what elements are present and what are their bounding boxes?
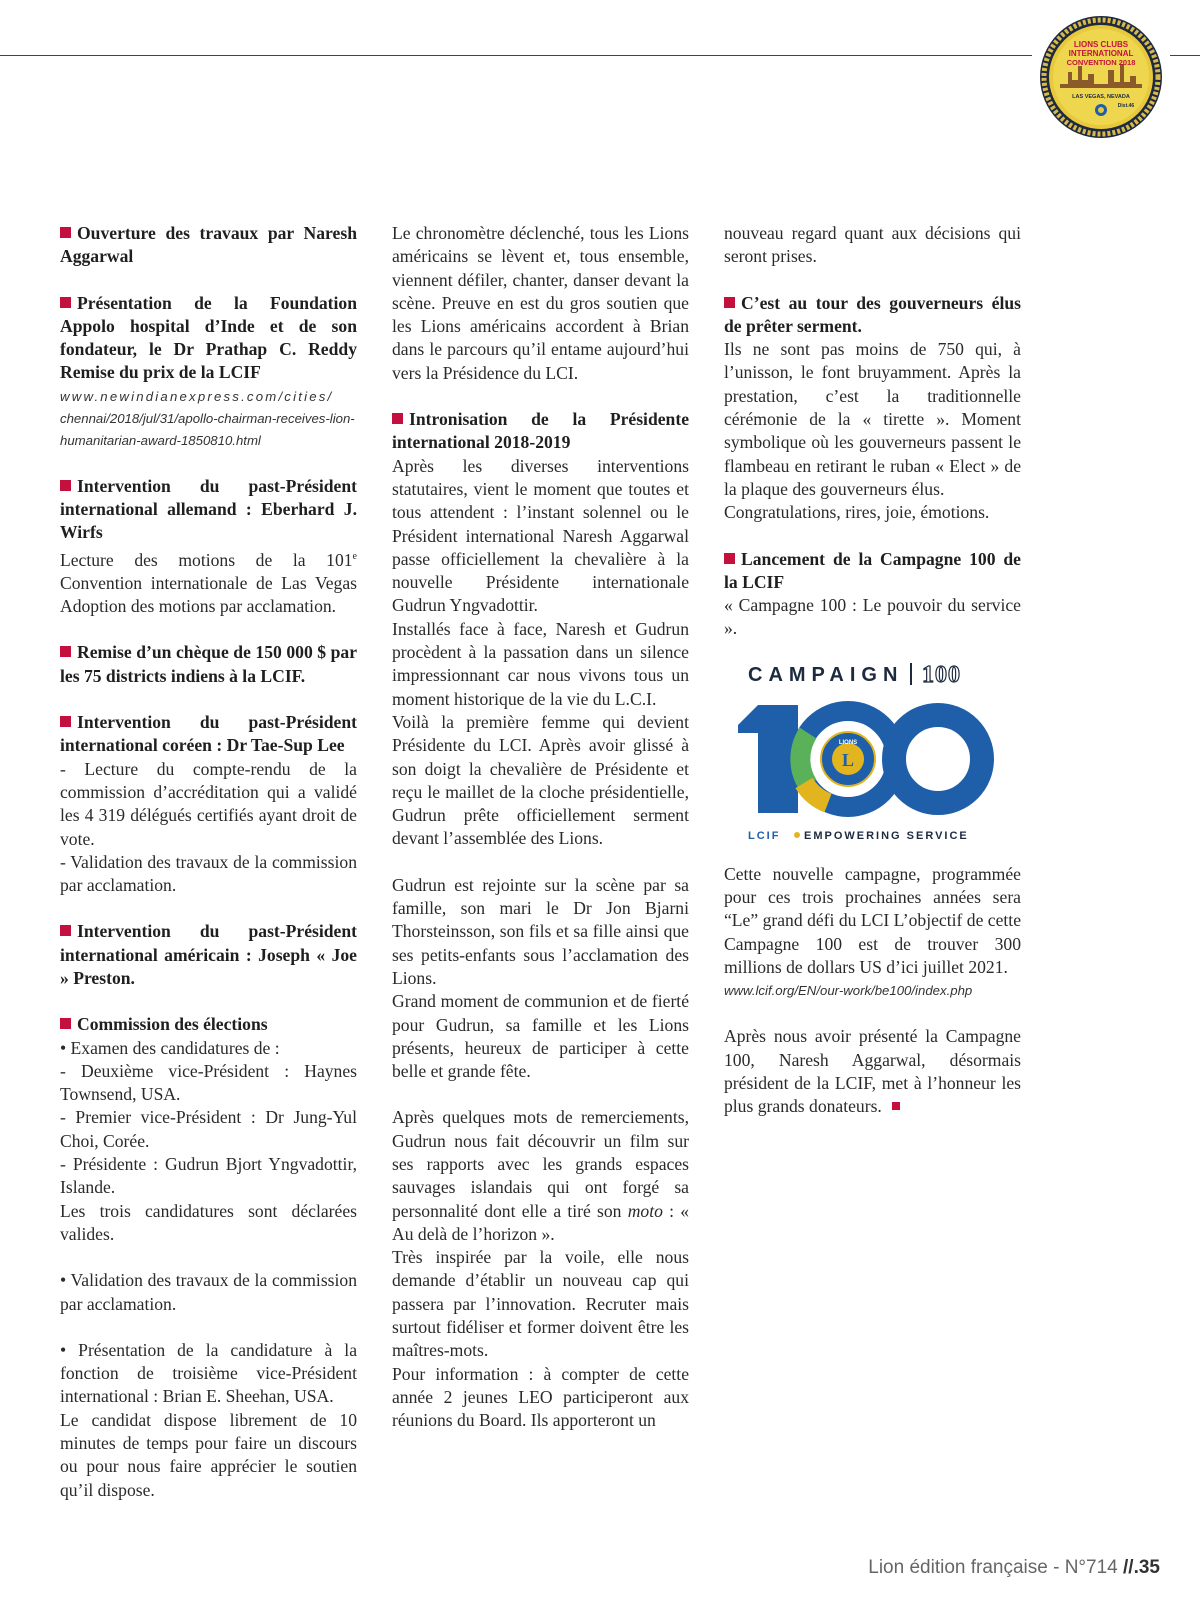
heading-lee [60,711,357,758]
paragraph-voile: Très inspirée par la voile, elle nous demande d’établir un nouveau cap qui passera par l’innovation. Recruter mais surtout fidéliser et former doivent être les maîtres-mots. [392,1247,689,1361]
candidate-first-vp: - Premier vice-Président : Dr Jung-Yul Choi, Corée. [60,1107,357,1151]
paragraph-chevaliere: Après les diverses interventions statutaires, vient le moment que toutes et tous attendent : l’instant solennel ou le Président international Naresh Aggarwal passe officiellement la chevalière à la nouvelle Présidente internationale Gudrun Yngvadottir. [392,455,689,616]
campaign-100-logo [738,655,998,845]
publication-name: Lion édition française - N°714 [868,1557,1118,1578]
red-square-bullet [60,925,71,936]
heading-preston [60,920,357,990]
paragraph-donateurs: Après nous avoir présenté la Campagne 100, Naresh Aggarwal, désormais président de la LCIF, met à l’honneur les plus grands donateurs. [724,1026,1021,1117]
red-square-bullet [392,413,403,424]
paragraph-candidate-time: Le candidat dispose librement de 10 minutes de temps pour faire un discours ou pour nous faire apprécier le soutien qu’il dispose. [60,1409,357,1500]
paragraph-validation: - Validation des travaux de la commission par acclamation. [60,851,357,896]
logo-line2: INTERNATIONAL [1068,49,1134,58]
seal-text: LIONS [838,739,858,746]
paragraph-congratulations: Congratulations, rires, joie, émotions. [724,502,990,523]
paragraph-validation-2: • Validation des travaux de la commission par acclamation. [60,1270,357,1314]
candidate-president: - Présidente : Gudrun Bjort Yngvadottir, Islande. [60,1154,357,1198]
heading-text: Intronisation de la Présidente international 2018-2019 [392,409,689,453]
column-3 [724,222,1021,1118]
heading-text: Présentation de la Foundation Appolo hospital d’Inde et de son fondateur, le Dr Prathap C. Reddy Remise du prix de la LCIF [60,292,357,383]
campaign-number: 100 [922,661,961,688]
paragraph-motions: Lecture des motions de la 101e Convention internationale de Las Vegas Adoption des motions par acclamation. [60,549,357,617]
source-url-part1[interactable]: www.newindianexpress.com/cities/ [60,388,334,404]
logo-line3: CONVENTION 2018 [1066,58,1136,67]
heading-text: Remise d’un chèque de 150 000 $ par les 75 districts indiens à la LCIF. [60,642,357,686]
tagline-service: EMPOWERING SERVICE [804,829,969,842]
paragraph-leo: Pour information : à compter de cette année 2 jeunes LEO participeront aux réunions du Board. Ils apporteront un [392,1363,689,1431]
red-square-bullet [60,716,71,727]
footer-separator: // [1123,1557,1134,1578]
heading-text: C’est au tour des gouverneurs élus de prêter serment. [724,292,1021,336]
paragraph-chrono: Le chronomètre déclenché, tous les Lions américains se lèvent et, tous ensemble, viennent défiler, chanter, danser devant la scène. Preuve en est du gros soutien que les Lions américains accordent à Brian dans le parcours qu’il entame aujourd’hui vers la Présidence du LCI. [392,223,689,383]
paragraph-premiere-femme: Voilà la première femme qui devient Présidente du LCI. Après avoir glissé à son doigt la chevalière de Présidente et reçu le maillet de la cloche présidentielle, Gudrun prête officiellement serment devant l’assemblée des Lions. [392,711,689,849]
page-number: .35 [1133,1557,1160,1578]
paragraph-tirette: Ils ne sont pas moins de 750 qui, à l’unisson, le font bruyamment. Après la prestation, c’est la traditionnelle cérémonie de la « tirette ». Moment symbolique où les gouverneurs passent le flambeau en retirant le ruban « Elect » de la plaque des gouverneurs élus. [724,339,1021,499]
red-square-bullet [60,227,71,238]
heading-text: Intervention du past-Président international allemand : Eberhard J. Wirfs [60,475,357,543]
heading-text: Commission des élections [77,1014,268,1035]
header-rule-left [0,55,1032,56]
red-square-bullet [724,553,735,564]
zero-shape [894,715,982,803]
convention-logo [1038,14,1164,140]
heading-gouverneurs [724,292,1021,339]
paragraph-communion: Grand moment de communion et de fierté pour Gudrun, sa famille et les Lions présents, heureux de participer à cette belle et grande fête. [392,991,689,1082]
heading-text: Ouverture des travaux par Naresh Aggarwal [60,223,357,267]
end-mark-square [892,1102,900,1110]
paragraph-examen: • Examen des candidatures de : [60,1037,280,1058]
logo-line1: LIONS CLUBS [1073,40,1129,49]
paragraph-film: Après quelques mots de remerciements, Gudrun nous fait découvrir un film sur ses rapports avec les grands espaces sauvages islandais qui ont forgé sa personnalité dont elle a tiré son moto : « Au delà de l’horizon ». [392,1107,690,1244]
lcif-url[interactable]: www.lcif.org/EN/our-work/be100/index.php [724,983,973,999]
heading-text: Lancement de la Campagne 100 de la LCIF [724,548,1021,592]
paragraph-regard: nouveau regard quant aux décisions qui seront prises. [724,223,1021,267]
heading-appolo [60,292,357,385]
column-1 [60,222,357,1502]
red-square-bullet [60,480,71,491]
page-footer [820,1557,1160,1579]
seal-letter: L [841,749,855,770]
heading-elections [60,1013,357,1036]
heading-intronisation [392,408,689,455]
candidate-second-vp: - Deuxième vice-Président : Haynes Townsend, USA. [60,1060,357,1105]
heading-text: Intervention du past-Président international américain : Joseph « Joe » Preston. [60,921,357,988]
red-square-bullet [60,1018,71,1029]
paragraph-valid: Les trois candidatures sont déclarées valides. [60,1200,357,1244]
header-rule-right [1170,55,1200,56]
heading-cheque [60,641,357,688]
heading-wirfs [60,475,357,545]
red-square-bullet [724,297,735,308]
column-2 [392,222,689,1433]
paragraph-famille: Gudrun est rejointe sur la scène par sa famille, son mari le Dr Jon Bjarni Thorsteinsson, son fils et sa fille ainsi que ses petits-enfants sous l’acclamation des Lions. [392,874,689,988]
paragraph-sheehan: • Présentation de la candidature à la fonction de troisième vice-Président international : Brian E. Sheehan, USA. [60,1339,357,1407]
paragraph-objectif: Cette nouvelle campagne, programmée pour ces trois prochaines années sera “Le” grand défi du LCI L’objectif de cette Campagne 100 est de trouver 300 millions de dollars US d’ici juillet 2021. [724,863,1021,977]
heading-campagne [724,548,1021,595]
source-url-part2[interactable]: chennai/2018/jul/31/apollo-chairman-receives-lion-humanitarian-award-1850810.html [60,410,355,448]
logo-line5: Dist.46 [1117,103,1135,109]
logo-line4: LAS VEGAS, NEVADA [1072,94,1130,100]
heading-text: Intervention du past-Président international coréen : Dr Tae-Sup Lee [60,712,357,756]
tagline-lcif: LCIF [748,829,781,842]
red-square-bullet [60,297,71,308]
paragraph-pouvoir: « Campagne 100 : Le pouvoir du service ». [724,595,1021,639]
paragraph-accreditation: - Lecture du compte-rendu de la commission d’accréditation qui a validé les 4 319 délégués certifiés ayant droit de vote. [60,758,357,849]
heading-opening [60,222,357,269]
paragraph-passation: Installés face à face, Naresh et Gudrun procèdent à la passation dans un silence impressionnant car nous vivons tous un moment historique de la vie du L.C.I. [392,618,689,709]
red-square-bullet [60,646,71,657]
campaign-word: CAMPAIGN [748,663,904,686]
